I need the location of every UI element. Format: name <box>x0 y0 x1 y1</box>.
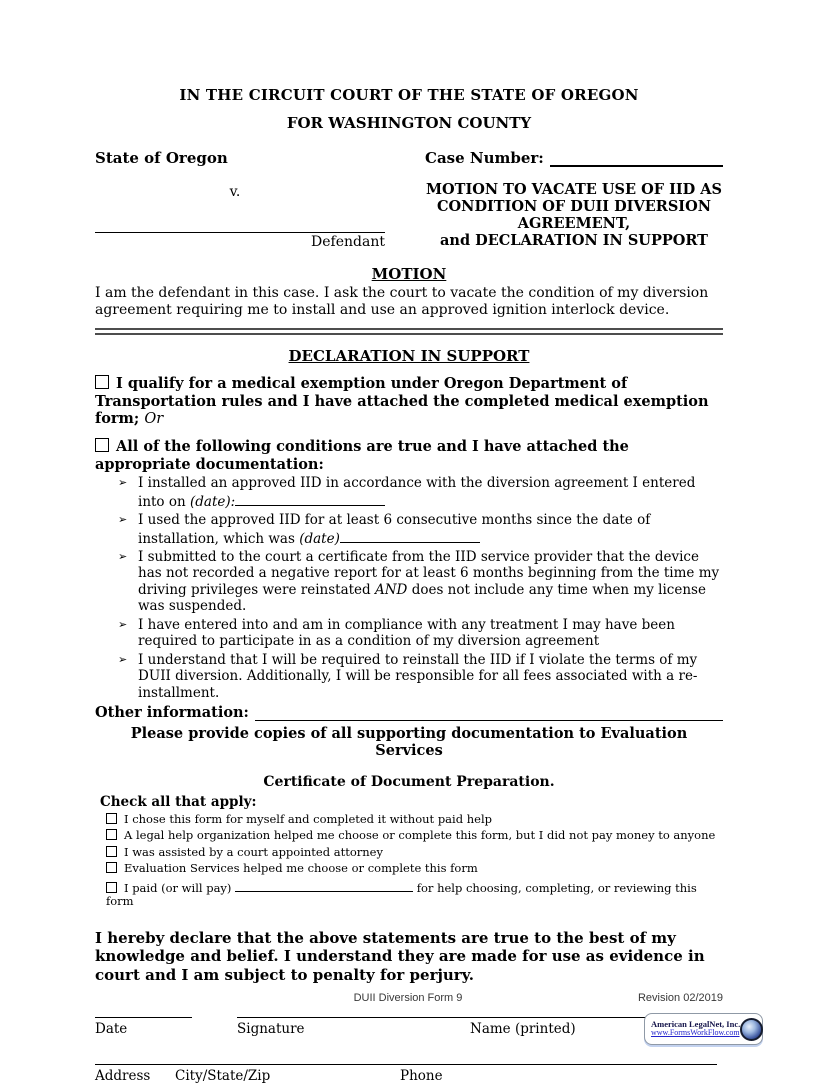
date-label: (date): <box>189 493 236 510</box>
medical-exemption-text: I qualify for a medical exemption under Oregon Department of Transportation rules and I have attached the completed medical exemption form; <box>95 375 709 427</box>
condition-item-used-6-months <box>118 512 723 547</box>
cert-item-text: I was assisted by a court appointed attorney <box>124 844 383 859</box>
phone-label: Phone <box>400 1068 443 1084</box>
motion-title-line: MOTION TO VACATE USE OF IID AS <box>425 181 723 198</box>
usage-date-input[interactable] <box>340 529 480 543</box>
cert-checkbox-paid[interactable] <box>106 882 117 893</box>
cert-item-text: Evaluation Services helped me choose or complete this form <box>124 860 478 875</box>
condition-item-reinstall <box>118 652 723 701</box>
city-state-zip-label: City/State/Zip <box>175 1068 271 1084</box>
section-divider <box>95 328 723 335</box>
cert-item-text: for help choosing, completing, or reviewing this form <box>106 881 697 909</box>
condition-item-certificate <box>118 549 723 615</box>
address-input-line[interactable] <box>95 1064 717 1084</box>
medical-exemption-option <box>95 375 723 428</box>
condition-text: I have entered into and am in compliance with any treatment I may have been required to participate in as a condition of my diversion agreement <box>138 616 675 650</box>
all-conditions-checkbox[interactable] <box>95 438 109 452</box>
signature-name-input-line[interactable] <box>237 1017 657 1037</box>
footer-revision: Revision 02/2019 <box>637 992 723 1004</box>
condition-text: does not include any time when my license was suspended. <box>138 581 706 615</box>
caption-left <box>95 149 425 250</box>
other-information-label: Other information: <box>95 704 249 722</box>
court-title-line2: FOR WASHINGTON COUNTY <box>286 114 532 132</box>
arrow-bullet-icon: ➢ <box>118 652 128 666</box>
legalnet-badge <box>644 1013 763 1045</box>
legalnet-url-link[interactable]: www.FormsWorkFlow.com <box>651 1028 740 1038</box>
cert-checkbox-attorney[interactable] <box>106 846 117 857</box>
cert-item-paid <box>106 878 723 908</box>
cert-checkbox-evaluation-services[interactable] <box>106 862 117 873</box>
case-number-input[interactable] <box>550 150 723 167</box>
signature-row-gap <box>192 1017 237 1037</box>
certificate-items <box>95 813 723 908</box>
date-label: Date <box>95 1021 128 1038</box>
case-caption <box>95 149 723 250</box>
caption-right <box>425 149 723 250</box>
condition-text: I installed an approved IID in accordance with the diversion agreement I entered into on <box>138 475 696 510</box>
condition-text: I understand that I will be required to reinstall the IID if I violate the terms of my DUII diversion. Additionally, I will be responsible for all fees associated with a re-installment. <box>138 651 698 701</box>
condition-item-installed <box>118 475 723 510</box>
case-number-row <box>425 149 723 167</box>
perjury-statement: I hereby declare that the above statements are true to the best of my knowledge and belief. I understand they are made for use as evidence in court and I am subject to penalty for perjury. <box>95 928 705 984</box>
cert-item-text: I paid (or will pay) <box>124 881 232 896</box>
signature-label: Signature <box>237 1021 305 1038</box>
condition-text: I used the approved IID for at least 6 consecutive months since the date of installation, which was <box>138 512 651 547</box>
cert-item-self <box>106 813 723 826</box>
legalnet-badge-text <box>651 1020 740 1038</box>
and-emphasis: AND <box>375 581 408 598</box>
motion-title-line: AGREEMENT, <box>517 215 631 233</box>
name-printed-label: Name (printed) <box>470 1021 576 1038</box>
date-input-line[interactable] <box>95 1017 192 1037</box>
cert-checkbox-self[interactable] <box>106 813 117 824</box>
signature-row <box>95 1017 723 1037</box>
defendant-label: Defendant <box>311 234 385 250</box>
cert-item-text: I chose this form for myself and completed it without paid help <box>124 812 492 827</box>
other-information-row <box>95 704 723 721</box>
motion-heading: MOTION <box>371 265 447 283</box>
case-number-label: Case Number: <box>425 149 544 167</box>
motion-title-line: CONDITION OF DUII DIVERSION <box>437 198 711 216</box>
arrow-bullet-icon: ➢ <box>118 549 128 563</box>
arrow-bullet-icon: ➢ <box>118 617 128 631</box>
certificate-heading: Certificate of Document Preparation. <box>263 774 555 791</box>
or-label: Or <box>144 410 164 427</box>
cert-item-legal-help <box>106 829 723 842</box>
other-information-input[interactable] <box>255 704 723 721</box>
cert-item-evaluation-services <box>106 862 723 875</box>
provide-copies-note: Please provide copies of all supporting documentation to Evaluation Services <box>130 725 688 760</box>
motion-body: I am the defendant in this case. I ask the court to vacate the condition of my diversion agreement requiring me to install and use an approved ignition interlock device. <box>95 285 709 319</box>
address-label: Address <box>95 1068 151 1084</box>
cert-item-attorney <box>106 846 723 859</box>
cert-item-text: A legal help organization helped me choose or complete this form, but I did not pay money to anyone <box>124 828 716 843</box>
all-conditions-option <box>95 438 723 473</box>
globe-icon <box>740 1018 763 1041</box>
check-all-label: Check all that apply: <box>100 794 257 811</box>
cert-checkbox-legal-help[interactable] <box>106 829 117 840</box>
all-conditions-text: All of the following conditions are true and I have attached the appropriate documentation: <box>95 438 629 473</box>
medical-exemption-checkbox[interactable] <box>95 375 109 389</box>
legalnet-company: American LegalNet, Inc. <box>651 1018 741 1029</box>
motion-title-line: and DECLARATION IN SUPPORT <box>440 232 708 250</box>
motion-title <box>425 181 723 249</box>
arrow-bullet-icon: ➢ <box>118 476 128 490</box>
footer-form-name: DUII Diversion Form 9 <box>353 992 463 1004</box>
condition-text: I submitted to the court a certificate from the IID service provider that the device has not recorded a negative report for at least 6 months beginning from the time my driving privileges were reinstated <box>138 548 720 598</box>
plaintiff-name: State of Oregon <box>95 149 228 167</box>
declaration-heading: DECLARATION IN SUPPORT <box>288 347 530 366</box>
court-title-line1: IN THE CIRCUIT COURT OF THE STATE OF OREGON <box>179 86 639 104</box>
install-date-input[interactable] <box>235 492 385 506</box>
form-content <box>95 86 723 1084</box>
payment-amount-input[interactable] <box>235 878 413 892</box>
defendant-name-input[interactable] <box>95 200 385 233</box>
date-label: (date) <box>299 530 340 547</box>
condition-item-treatment <box>118 617 723 650</box>
versus-label: v. <box>229 184 241 200</box>
conditions-list <box>95 475 723 701</box>
arrow-bullet-icon: ➢ <box>118 513 128 527</box>
